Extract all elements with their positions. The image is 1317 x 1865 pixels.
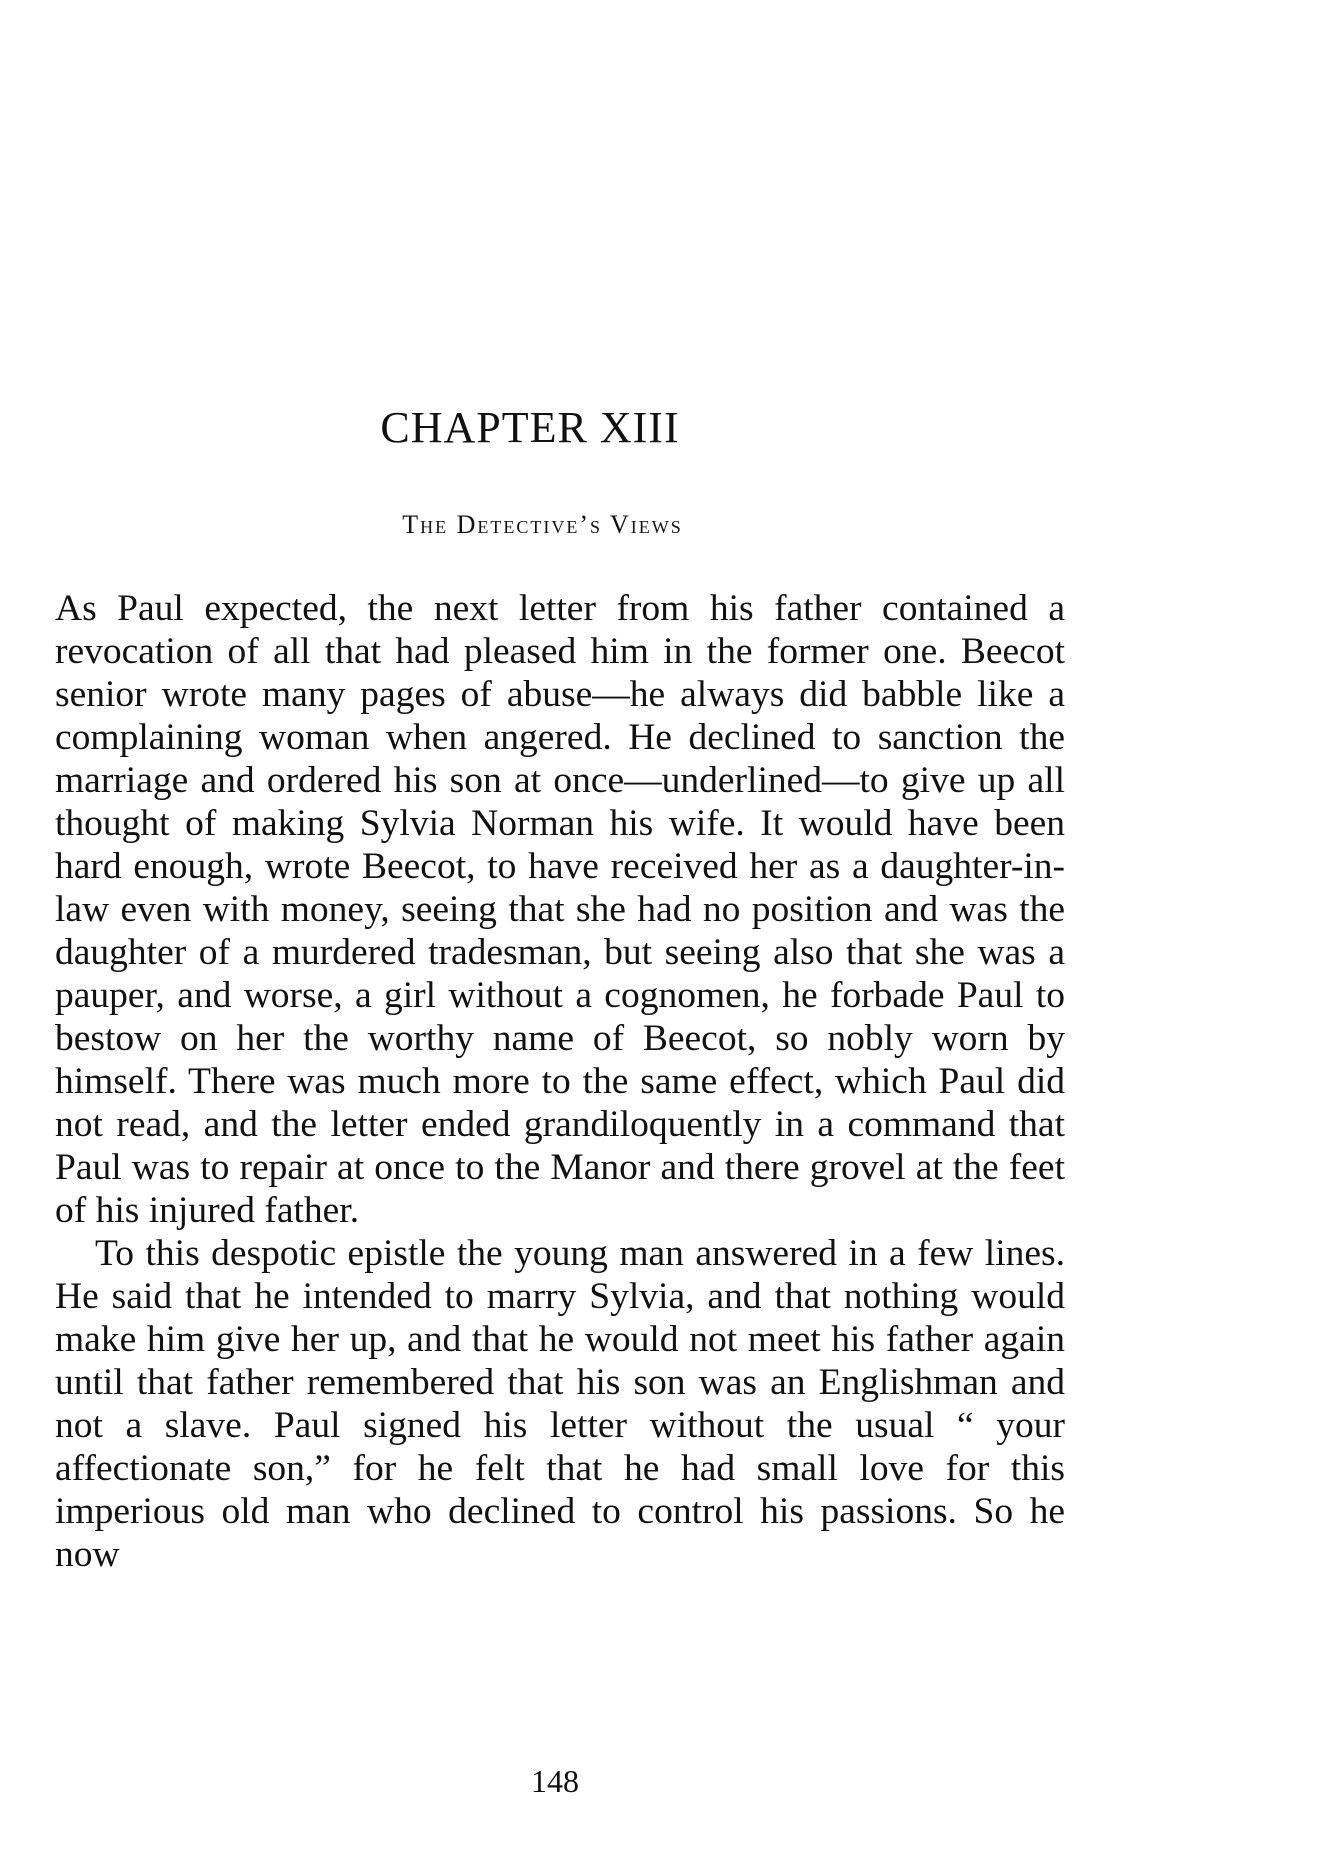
chapter-number: CHAPTER XIII	[380, 403, 680, 452]
chapter-title: The Detective’s Views	[402, 510, 683, 539]
chapter-body	[55, 587, 1065, 1576]
page-number: 148	[531, 1763, 579, 1799]
paragraph: To this despotic epistle the young man answered in a few lines. He said that he intended to marry Sylvia, and that nothing would make him give her up, and that he would not meet his father again until that father remembered that his son was an Englishman and not a slave. Paul signed his letter without the usual “ your affectionate son,” for he felt that he had small love for this imperious old man who declined to control his passions. So he now	[55, 1233, 1065, 1575]
paragraph: As Paul expected, the next letter from his father contained a revocation of all that had pleased him in the former one. Beecot senior wrote many pages of abuse—he always did babble like a complaining woman when angered. He declined to sanction the marriage and ordered his son at once—underlined—to give up all thought of making Sylvia Norman his wife. It would have been hard enough, wrote Beecot, to have received her as a daughter-in-law even with money, seeing that she had no position and was the daughter of a murdered tradesman, but seeing also that she was a pauper, and worse, a girl without a cognomen, he forbade Paul to bestow on her the worthy name of Beecot, so nobly worn by himself. There was much more to the same effect, which Paul did not read, and the letter ended grandiloquently in a command that Paul was to repair at once to the Manor and there grovel at the feet of his injured father.	[55, 588, 1065, 1231]
